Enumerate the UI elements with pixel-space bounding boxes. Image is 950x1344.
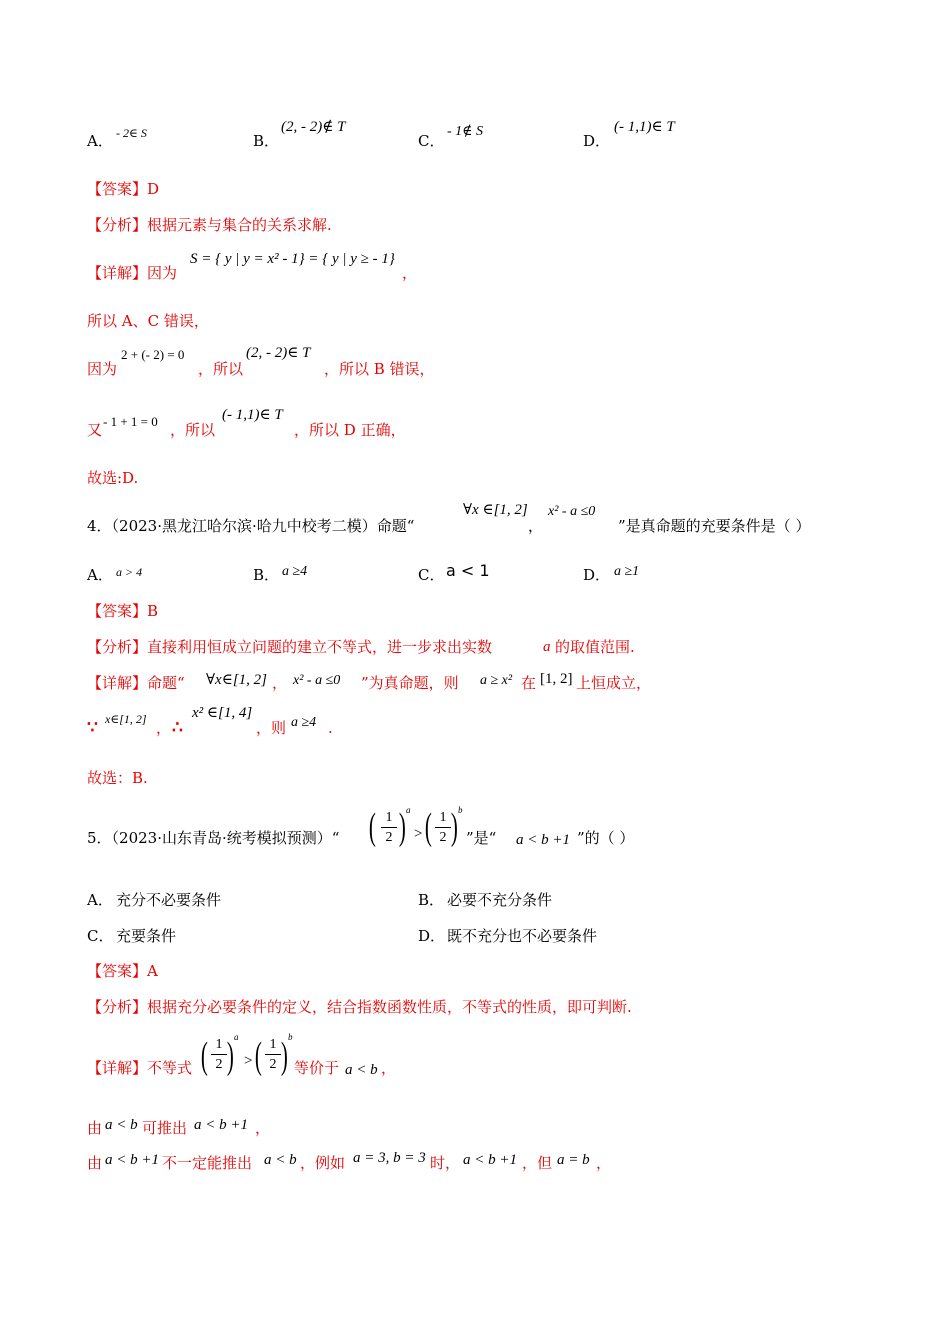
- q4-detail-e: 上恒成立，: [576, 674, 652, 692]
- option-d-math: (- 1,1)∈ T: [614, 119, 675, 135]
- fraction-half-4: 1 2: [262, 1036, 284, 1073]
- q3-line-1: 所以 A、C 错误，: [87, 312, 209, 330]
- q4-option-b-math: a ≥4: [282, 564, 308, 579]
- q4-detail-c: ”为真命题，则: [361, 674, 459, 692]
- q5-detail-math: a < b: [345, 1062, 378, 1078]
- q4-analysis: [0, 632, 950, 672]
- q3-detail-math: S = { y | y = x² - 1} = { y | y ≥ - 1}: [190, 251, 395, 267]
- q3-l2-math-2: (2, - 2)∈ T: [246, 345, 311, 361]
- left-paren-3: (: [200, 1035, 208, 1077]
- q4-detail-math-3: a ≥ x²: [480, 673, 513, 688]
- q3-detail-label: 【详解】因为: [87, 264, 178, 282]
- q4-answer: 【答案】B: [87, 602, 159, 620]
- q4-detail-math-2: x² - a ≤0: [293, 673, 341, 688]
- q5-l2-d: 时，: [430, 1154, 461, 1172]
- option-a-label: A．: [87, 132, 113, 150]
- q3-l3-c: ，所以 D 正确，: [294, 421, 406, 439]
- q5-l1-c: ，: [255, 1119, 271, 1137]
- exponent-b-2: b: [288, 1032, 293, 1042]
- q5-answer: 【答案】A: [87, 962, 158, 980]
- exponent-b: b: [458, 805, 463, 815]
- q5-option-c-text: 充要条件: [116, 927, 177, 945]
- q5-option-b-text: 必要不充分条件: [447, 891, 553, 909]
- greater-than: >: [414, 826, 423, 842]
- fraction-half-1: 1 2: [378, 809, 400, 846]
- q5-option-b-label: B．: [418, 891, 445, 909]
- q3-answer: 【答案】D: [87, 180, 160, 198]
- q3-options-row: [0, 118, 950, 158]
- q4-l1-math-1: x∈[1, 2]: [105, 712, 147, 726]
- q4-detail-line-2: [0, 702, 950, 742]
- q4-option-c-math: a < 1: [446, 561, 490, 580]
- q5-l2-math-4: a < b +1: [463, 1152, 517, 1168]
- q3-l3-math-2: (- 1,1)∈ T: [222, 407, 283, 423]
- q3-l2-math-1: 2 + (- 2) = 0: [121, 347, 185, 362]
- q3-l3-math-1: - 1 + 1 = 0: [103, 414, 158, 429]
- q3-detail-line: [0, 247, 950, 287]
- q3-l2-a: 因为: [87, 360, 118, 378]
- q5-l1-a: 由: [87, 1119, 103, 1137]
- option-a-math: - 2∈ S: [116, 126, 147, 140]
- q4-option-b-label: B．: [253, 566, 280, 584]
- q5-stem: [0, 803, 950, 859]
- option-b-math: (2, - 2)∉ T: [281, 119, 346, 135]
- q4-option-d-label: D．: [583, 566, 611, 584]
- q5-l2-math-2: a < b: [264, 1152, 297, 1168]
- exponent-a: a: [406, 805, 411, 815]
- q4-l1-math-2: x² ∈[1, 4]: [192, 705, 253, 721]
- q4-l1-math-3: a ≥4: [291, 715, 317, 730]
- q5-l2-math-1: a < b +1: [105, 1152, 159, 1168]
- q5-option-d-text: 既不充分也不必要条件: [447, 927, 598, 945]
- q4-detail-math-1: ∀x∈[1, 2]: [206, 672, 267, 688]
- therefore-symbol: ∴: [172, 718, 183, 738]
- q5-detail-a: 【详解】不等式: [87, 1059, 193, 1077]
- q5-l1-math-1: a < b: [105, 1117, 138, 1133]
- q4-stem-math-1: ∀x ∈[1, 2]: [463, 502, 528, 518]
- q5-l2-math-3: a = 3, b = 3: [353, 1150, 426, 1166]
- fraction-half-3: 1 2: [208, 1036, 230, 1073]
- greater-than-2: >: [244, 1053, 253, 1069]
- q5-option-c-label: C．: [87, 927, 114, 945]
- q5-l2-a: 由: [87, 1154, 103, 1172]
- q4-detail-d: 在: [521, 674, 537, 692]
- left-paren-4: (: [254, 1035, 262, 1077]
- right-paren-4: ): [280, 1035, 288, 1077]
- q5-detail-b: 等价于: [294, 1059, 340, 1077]
- q5-stem-c: ”的（ ）: [577, 829, 635, 847]
- q5-stem-a: 5．（2023·山东青岛·统考模拟预测）“: [87, 829, 340, 847]
- q4-detail-a: 【详解】命题“: [87, 674, 185, 692]
- q4-stem-a: 4．（2023·黑龙江哈尔滨·哈九中校考二模）命题“: [87, 517, 415, 535]
- q4-detail-b: ，: [272, 674, 288, 692]
- q5-l2-e: ，但: [522, 1154, 553, 1172]
- q5-l2-f: ，: [596, 1154, 612, 1172]
- left-paren-1: (: [368, 806, 376, 848]
- q3-l2-b: ，所以: [198, 360, 244, 378]
- q5-detail: [0, 1030, 950, 1086]
- q4-l1-c: .: [328, 719, 333, 737]
- q3-l3-b: ，所以: [170, 421, 216, 439]
- q4-stem: [0, 500, 950, 540]
- q3-line-2: [0, 342, 950, 382]
- q4-l1-b: ，则: [256, 719, 287, 737]
- q3-l3-a: 又: [87, 421, 103, 439]
- option-c-math: - 1∉ S: [447, 124, 484, 139]
- q5-l1-math-2: a < b +1: [194, 1117, 248, 1133]
- q4-option-d-math: a ≥1: [614, 564, 640, 579]
- q5-l2-c: ，例如: [300, 1154, 346, 1172]
- q4-analysis-a: 【分析】直接利用恒成立问题的建立不等式，进一步求出实数: [87, 638, 493, 656]
- q5-option-a-label: A．: [87, 891, 113, 909]
- right-paren-1: ): [398, 806, 406, 848]
- q4-option-a-math: a > 4: [116, 565, 143, 579]
- option-d-label: D．: [583, 132, 611, 150]
- q5-stem-b: ”是“: [466, 829, 497, 847]
- q4-detail-math-4: [1, 2]: [540, 671, 573, 687]
- q4-options-row: [0, 560, 950, 600]
- q5-detail-c: ，: [381, 1059, 397, 1077]
- q4-analysis-b: 的取值范围.: [555, 638, 635, 656]
- q5-line-2: [0, 1143, 950, 1183]
- right-paren-3: ): [226, 1035, 234, 1077]
- q5-l1-b: 可推出: [142, 1119, 188, 1137]
- q4-stem-b: ，: [528, 517, 544, 535]
- q4-option-a-label: A．: [87, 566, 113, 584]
- option-c-label: C．: [418, 132, 445, 150]
- q5-l2-math-5: a = b: [557, 1152, 590, 1168]
- q5-stem-math: a < b +1: [516, 832, 570, 848]
- exponent-a-2: a: [234, 1032, 239, 1042]
- q4-analysis-var: a: [543, 639, 551, 655]
- q5-option-a-text: 充分不必要条件: [116, 891, 222, 909]
- q5-line-1: [0, 1108, 950, 1148]
- q4-stem-math-2: x² - a ≤0: [548, 504, 596, 519]
- q5-analysis: 【分析】根据充分必要条件的定义，结合指数函数性质，不等式的性质，即可判断.: [87, 998, 632, 1016]
- q3-l2-c: ，所以 B 错误，: [324, 360, 435, 378]
- because-symbol: ∵: [87, 718, 98, 738]
- q4-option-c-label: C．: [418, 566, 445, 584]
- right-paren-2: ): [450, 806, 458, 848]
- left-paren-2: (: [424, 806, 432, 848]
- q5-option-d-label: D．: [418, 927, 446, 945]
- q3-line-3: [0, 404, 950, 444]
- q5-l2-b: 不一定能推出: [162, 1154, 253, 1172]
- q3-detail-end: ，: [402, 264, 418, 282]
- option-b-label: B．: [253, 132, 280, 150]
- q4-conclusion: 故选：B.: [87, 769, 148, 787]
- q4-stem-c: ”是真命题的充要条件是（ ）: [618, 517, 811, 535]
- q4-l1-a: ，: [156, 719, 172, 737]
- fraction-half-2: 1 2: [432, 809, 454, 846]
- q3-analysis: 【分析】根据元素与集合的关系求解.: [87, 216, 332, 234]
- q3-conclusion: 故选:D.: [87, 469, 139, 487]
